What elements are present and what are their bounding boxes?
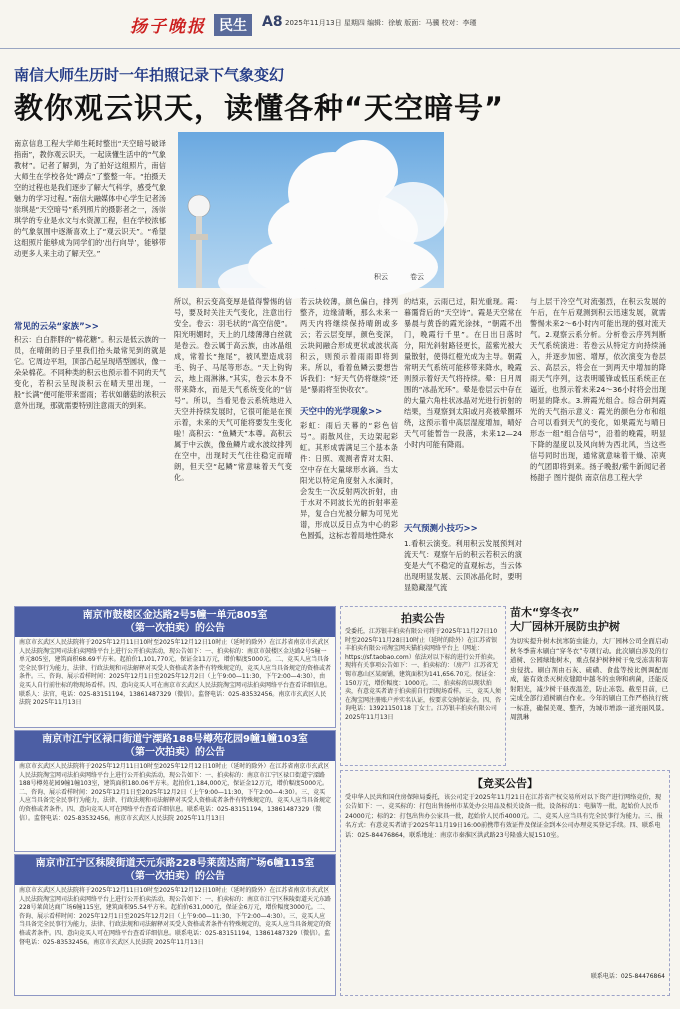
subhead-cloud-families: 常见的云朵“家族”>> [14,322,99,332]
bidding-notice-title: 【竞买公告】 [472,777,538,790]
article-col5-body: 与上层干冷空气对流强烈，在积云发展的午后，在午后观测到积云迅速发展，就需警惕未来2～6小时内可能出现的强对流天气。2.观察云系分析。分析卷云序列判断天气系统演进：若卷云从特定方向持续涌入，并逐步加密、增厚，依次演变为卷层云、高层云，将会在一到两天中增加的降雨天气序列，这表明暖锋或低压系统正在逼近，也预示着未来24～36小时将会出现明显的降水。3.辨霞光组合。综合研判霞光的天气指示意义：霞光的颜色分布和组合可以看到天气的变化，如果霞光与晴日形态一组“组合信号”，沿着的晚霞，明显下降的湿度以及风向转为西北风，当这些信号同时出现，通常就意味着干燥、凉爽的气团即将到来。扬子晚报/紫牛新闻记者 杨甜子 图片提供 南京信息工程大学 [530,297,666,482]
article-col3-body: 彩虹：雨后天幕的“彩色信号”。雨散风住，天边架起彩虹。其形成需满足三个基本条件：日照、观测者背对太阳、空中存在大量球形水滴。当太阳光以特定角度射入水滴时，会发生一次反射两次折射，由于水对不同波长光的折射率差异，复合白光被分解为可见光谱，形成以反日点为中心的彩色圆弧，这标志着局地性降水 [300,421,398,540]
news-brief [510,606,668,764]
section-label: 民生 [214,14,252,36]
court-notice-3-body: 南京市玄武区人民法院将于2025年12月11日10时至2025年12月12日10时止（延时的除外）在江苏省南京市玄武区人民法院淘宝网司法拍卖网络平台上进行公开拍卖活动，现公告如下：一、拍卖标的：南京市江宁区秣陵街道天元东路228号莱茵达商广场6幢115室，建筑面积95.54平方米。起拍价631,000元，保证金6万元，增价幅度3000元。二、咨询、展示看样时间：2025年12月1日至2025年12月2日（上午9:00—11:30，下午2:00—4:30）。三、竞买人应当具备完全民事行为能力，法律、行政法规和司法解释对买受人资格或者条件有特殊规定的，竞买人应当具备规定的资格或者条件。四、意向竞买人可在网络平台查看详细信息。联系电话：025-83151194，13861487329（微信）。监督电话：025-83532456。南京市玄武区人民法院 2025年11月13日 [19,887,332,946]
court-notice-2-title-line2: （第一次拍卖）的公告 [125,747,225,758]
court-notice-2-title [15,731,335,761]
court-notice-1-title-line2: （第一次拍卖）的公告 [125,623,225,634]
auction-notice [340,606,506,766]
newspaper-logo: 扬子晚报 [130,17,206,37]
bidding-notice-contact: 联系电话：025-84476864 [590,973,665,980]
court-notice-1-body: 南京市玄武区人民法院将于2025年12月11日10时至2025年12月12日10时止（延时的除外）在江苏省南京市玄武区人民法院淘宝网司法拍卖网络平台上进行公开拍卖活动，现公告如下：一、拍卖标的：南京市鼓楼区金达路2号5幢一单元805室，建筑面积68.69平方米。起拍价1,101,770元，保证金11万元，增价幅度5000元。二、竞买人应当具备完全民事行为能力，法律、行政法规和司法解释对买受人资格或者条件有特殊规定的，竞买人应当具备规定的资格或者条件。三、咨询、展示看样时间：2025年12月1日至2025年12月2日（上午9:00—11:30，下午2:00—4:30），由竞买人自行前往标的物现场看样。四、意向竞买人可在南京市玄武区人民法院淘宝网司法拍卖网络平台查看详细信息。联系人：法官，电话：025-83151194，13861487329（微信）。监督电话：025-83532456。南京市玄武区人民法院 2025年11月13日 [19,639,332,707]
article-col1-body: 积云：白白胖胖的“棉花糖”。积云是低云族的一员，在晴朗的日子里我们抬头最常见到的就是它。它周边平坦，顶部凸起呈现塔型圆状，像一朵朵棉花。不同种类的积云也预示着不同的天气变化，若积云呈现淡积云在晴天里出现，一般“长满”便可能带来雷雨；若状如蘑菇的浓积云意外出现，那就需要特别注意雨天的到来。 [14,335,166,410]
subhead-weather-tips: 天气预测小技巧>> [404,524,478,534]
bidding-notice-body: 受申华人民共和国住房保障局委托，该公司定于2025年11月21日在江苏省产权交易所对以下资产进行网络竞价，现公告如下：一、竞买标的：打包出售扬州市某处办公用品及相关设备一批，设备标的1：电脑等一批，起始价人民币24000元；标的2：打包出售办公家具一批，起始价人民币4000元。二、竞买人应当具有完全民事行为能力。三、报名方式：有意竞买者请于2025年11月19日16:00前携带有效证件及保证金到本公司办理竞买登记手续。四、联系电话：025-84476864，联系地址：南京市秦淮区洪武路23号隆盛大厦1510室。 [345,794,663,839]
bidding-notice [340,770,670,996]
auction-notice-title: 拍卖公告 [401,612,445,625]
court-notice-1-title [15,607,335,637]
court-notice-2-title-line1: 南京市江宁区禄口街道宁溧路188号樽苑花园9幢1幢103室 [42,734,308,745]
court-notice-1 [14,606,336,728]
article-col3-top: 若云块较薄，颜色偏白，排列整齐，边缘清晰，那么未来一两天内将继续保持晴朗或多云；若云层变厚，颜色变深，云块间融合形成更状或波状高积云，则预示着雨雨即将到来。所以，看着鱼鳞云要想告诉我们：“好天气仍将继续”还是“暴雨将至快收衣”。 [300,297,398,394]
court-notice-2 [14,730,336,852]
auction-notice-body: 受委托，江苏银丰拍卖有限公司将于2025年11月27日10时至2025年11月28日10时止（延时的除外）在江苏省银丰拍卖有限公司淘宝网天猫拍卖网络平台上（网址：https://sf.taobao.com）依法对以下标的进行公开拍卖。现将有关事项公告如下：一、拍卖标的：（房产）江苏省无锡市惠山区某商铺，建筑面积为141,656.70元。保证金：150万元，增价幅度：1000元。二、拍卖标的以现状拍卖，有意竞买者请于拍卖前自行到现场看样。三、竞买人须在淘宝网注册账户并实名认证，按要求交纳保证金。四、咨询电话：13921150118 丁女士。江苏银丰拍卖有限公司 2025年11月13日 [345,628,502,721]
article-headline: 教你观云识天，读懂各种“天空暗号” [14,91,505,125]
court-notice-1-title-line1: 南京市鼓楼区金达路2号5幢一单元805室 [82,610,268,621]
article-col4-tips: 1.看积云演变。利用积云发展预判对流天气：观察午后的积云若积云的演变是大气不稳定的直观标志，当云体出现明显发展、云顶冰晶化时，要明显隐藏湿气流 [404,539,522,592]
page-number: A8 [262,14,283,30]
photo-caption-cumulus: 积云 [374,273,388,281]
news-brief-title-line2: 大厂园林开展防虫护树 [510,620,620,633]
article-kicker: 南信大师生历时一年拍照记录下气象变幻 [14,66,285,84]
court-notice-3-title-line1: 南京市江宁区秣陵街道天元东路228号莱茵达商广场6幢115室 [35,858,315,869]
cloud-photo [178,132,444,288]
article-intro: 南京信息工程大学师生耗时整出“天空暗号破译指南”，教你观云识天，一起读懂生活中的“气象教材”。记者了解到，为了拍好这组照片，南信大师生在学校各处“蹲点”了整整一年。“拍摄天空的过程也是我们逐步了解大气科学，感受气象魅力的学习过程。”南信大融媒体中心学生记者汤崇琪是“天空暗号”系列照片的摄影者之一，汤崇琪学的专业是水文与水资源工程，但在学校浓郁的气象氛围中逐渐喜欢上了“观云识天”。“希望这组照片能够成为同学们的‘出行向导’，能够带动更多人来主动了解天空。” [14,139,166,258]
radar-tower-icon [186,194,212,288]
news-brief-title-line1: 苗木“穿冬衣” [510,606,580,619]
article-col2-body: 所以，积云变高变厚是值得警惕的信号，要及时关注天气变化，注意出行安全。卷云：羽毛状的“高空信使”。阳光明媚时，天上的几缕薄薄白丝就是卷云。卷云属于高云族，由冰晶组成，常着长“拖尾”，被风塑造成羽毛、钩子、马尾等形态。“天上钩钩云，地上雨淋淋。”其实，卷云本身不带来降水，而是天气系统变化的“信号”。所以，当看见卷云系统地进入天空并持续发展时，它很可能是在预示着，未来的天气可能将要发生变化啦！高积云：“鱼鳞天”本尊。高积云属于中云族，像鱼鳞片或水波纹排列在空中，出现时天气往往稳定而晴朗，但天空“起鳞”常意味着天气变化。 [174,297,292,482]
court-notice-2-body: 南京市玄武区人民法院将于2025年12月11日10时至2025年12月12日10时止（延时的除外）在江苏省南京市玄武区人民法院淘宝网司法拍卖网络平台上进行公开拍卖活动，现公告如下：一、拍卖标的：南京市江宁区禄口街道宁溧路188号樽苑花园9幢1幢103室，建筑面积180.06平方米。起拍价1,184,000元，保证金12万元，增价幅度5000元。二、咨询、展示看样时间：2025年12月1日至2025年12月2日（上午9:00—11:30，下午2:00—4:30）。三、竞买人应当具备完全民事行为能力，法律、行政法规和司法解释对买受人资格或者条件有特殊规定的，竞买人应当具备规定的资格或者条件。四、意向竞买人可在网络平台查看详细信息。联系电话：025-83151194，13861487329（微信）。监督电话：025-83532456。南京市玄武区人民法院 2025年11月13日 [19,763,332,822]
news-brief-body: 为切实提升树木抗寒防虫能力，大厂园林公司全面启动秋冬季苗木刷白“穿冬衣”专项行动。此次刷白涉及的行道树、公园绿地树木，重点保护树种树干免受冻害和害虫侵扰。刷白剂由石灰、硫磺、食盐等按比例调配而成，能有效杀灭树皮缝隙中越冬的虫卵和病菌，还能反射阳光，减少树干昼夜温差，防止冻裂。截至目前，已完成全部行道树刷白作业。今年的刷白工作严格执行统一标准，确保美观、整齐，为城市增添一道亮丽风景。 周凯琳 [510,637,668,721]
subhead-optical-phenomena: 天空中的光学现象>> [300,407,383,417]
court-notice-3-title [15,855,335,885]
article-col4-body: 的结束，云雨已过，阳光重现。霞：暮霭背后的“天空诗”。霞是天空常在暴晨与黄昏的霞光涂抹，“朝霞不出门，晚霞行千里”。在日出日落时分，阳光斜射路径更长，蓝紫光被大量散射，使得红橙光成为主导。朝霞常明天气系统可能移带来降水，晚霞则预示着好天气将持续。晕：日月周围的“冰晶光环”。晕是卷层云中存在的大量六角柱状冰晶对光进行折射的结果，当观察到太阳或月亮被晕圈环绕，这预示着中高层湿度增加，晴好天气可能暂告一段落，未来12—24小时内可能有降雨。 [404,297,522,449]
court-notice-3 [14,854,336,996]
photo-caption-cirrus: 卷云 [410,273,424,281]
court-notice-3-title-line2: （第一次拍卖）的公告 [125,871,225,882]
dateline: 2025年11月13日 星期四 编辑：徐敏 版面：马骥 校对：李瑾 [285,19,477,27]
